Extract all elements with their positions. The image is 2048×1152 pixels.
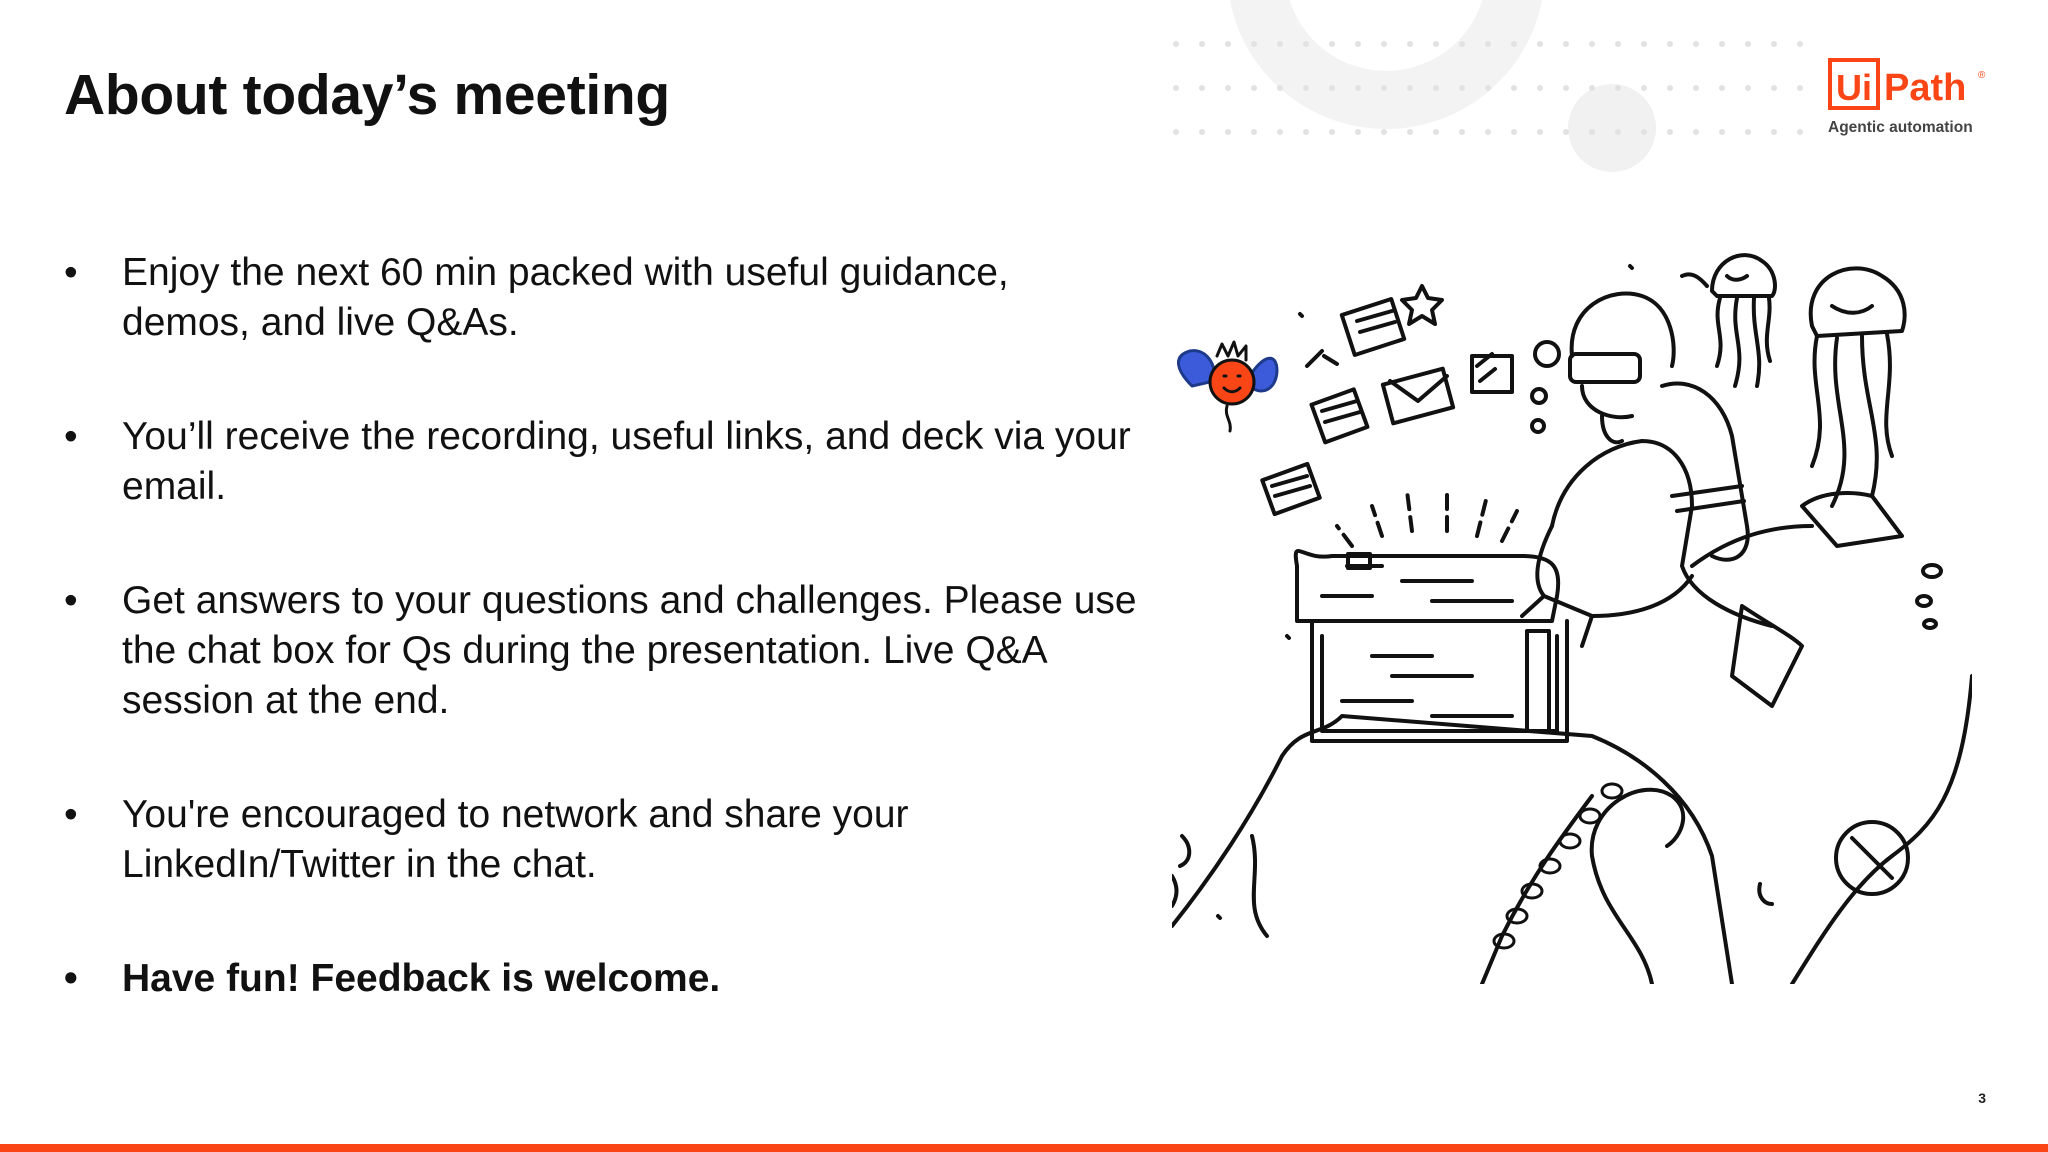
decor-dot: [1225, 41, 1231, 47]
decor-dot: [1589, 41, 1595, 47]
decor-dot: [1511, 41, 1517, 47]
decor-dot: [1797, 129, 1803, 135]
decor-dot: [1225, 129, 1231, 135]
bullet-list: [64, 248, 1144, 1068]
decor-dot: [1771, 41, 1777, 47]
decor-dot: [1173, 129, 1179, 135]
decor-dot: [1511, 85, 1517, 91]
decor-dot: [1459, 129, 1465, 135]
decor-dot: [1537, 41, 1543, 47]
decor-dot: [1615, 129, 1621, 135]
uipath-logo: [1828, 58, 1988, 144]
decor-dot: [1745, 129, 1751, 135]
diver-treasure-chest-illustration: [1172, 236, 1972, 984]
bullet-item: • You're encouraged to network and share your LinkedIn/Twitter in the chat.: [64, 793, 909, 886]
decor-dot: [1407, 129, 1413, 135]
decor-dot: [1355, 85, 1361, 91]
decor-dot: [1459, 85, 1465, 91]
decor-dot: [1771, 85, 1777, 91]
decor-dot: [1199, 41, 1205, 47]
decor-dot: [1719, 129, 1725, 135]
decor-dot: [1641, 41, 1647, 47]
decor-dot: [1511, 129, 1517, 135]
decor-dot: [1329, 85, 1335, 91]
bullet-text: Get answers to your questions and challenges. Please use the chat box for Qs during the presentation. Live Q&A session at the end.: [122, 579, 1137, 722]
decor-dot: [1407, 85, 1413, 91]
decor-dot: [1745, 85, 1751, 91]
decor-dot: [1589, 129, 1595, 135]
decor-dot: [1693, 41, 1699, 47]
bullet-item: • Enjoy the next 60 min packed with useful guidance, demos, and live Q&As.: [64, 251, 1009, 344]
decor-dot: [1251, 41, 1257, 47]
decor-dot: [1173, 41, 1179, 47]
footer-accent-bar: [0, 1144, 2048, 1152]
decor-dot: [1199, 85, 1205, 91]
svg-text:Path: Path: [1884, 67, 1967, 109]
decor-dot: [1641, 129, 1647, 135]
decor-dot: [1667, 85, 1673, 91]
svg-text:®: ®: [1978, 70, 1986, 81]
decor-dot: [1563, 85, 1569, 91]
decor-dot: [1199, 129, 1205, 135]
decor-dot: [1433, 85, 1439, 91]
decor-dot: [1407, 41, 1413, 47]
bullet-item: • Get answers to your questions and challenges. Please use the chat box for Qs during the presentation. Live Q&A session at the end.: [64, 579, 1137, 722]
bullet-text: Enjoy the next 60 min packed with useful guidance, demos, and live Q&As.: [122, 251, 1009, 344]
decor-dot: [1563, 41, 1569, 47]
decor-dot: [1251, 129, 1257, 135]
slide-title: About today’s meeting: [64, 63, 670, 127]
decor-dot: [1459, 41, 1465, 47]
decor-dot: [1641, 85, 1647, 91]
decor-dot: [1381, 85, 1387, 91]
decor-dot: [1693, 129, 1699, 135]
decor-dot: [1225, 85, 1231, 91]
decor-dot: [1537, 129, 1543, 135]
decor-dot: [1251, 85, 1257, 91]
decor-dot: [1433, 41, 1439, 47]
decor-dot: [1355, 41, 1361, 47]
bullet-item: • Have fun! Feedback is welcome.: [64, 957, 721, 1000]
decor-dot: [1615, 41, 1621, 47]
bullet-item: • You’ll receive the recording, useful links, and deck via your email.: [64, 415, 1131, 508]
decor-dot: [1667, 41, 1673, 47]
decor-dot: [1797, 41, 1803, 47]
decor-dot: [1615, 85, 1621, 91]
decor-dot: [1485, 41, 1491, 47]
decor-dot: [1771, 129, 1777, 135]
decor-dot: [1693, 85, 1699, 91]
page-number: 3: [1978, 1090, 1986, 1106]
decor-dot: [1589, 85, 1595, 91]
decor-dot: [1485, 85, 1491, 91]
decor-dot: [1745, 41, 1751, 47]
decor-dot: [1329, 129, 1335, 135]
bullet-text: You’ll receive the recording, useful links, and deck via your email.: [122, 415, 1131, 508]
bullet-text: You're encouraged to network and share your LinkedIn/Twitter in the chat.: [122, 793, 909, 886]
decor-dot: [1381, 129, 1387, 135]
decor-dot: [1433, 129, 1439, 135]
decor-dot: [1277, 85, 1283, 91]
decor-dot: [1277, 41, 1283, 47]
decor-dot: [1173, 85, 1179, 91]
svg-text:Ui: Ui: [1836, 67, 1872, 108]
decor-dot: [1303, 129, 1309, 135]
decor-dot: [1485, 129, 1491, 135]
decor-dot: [1719, 41, 1725, 47]
decor-dot: [1667, 129, 1673, 135]
decor-dot: [1537, 85, 1543, 91]
decor-dot: [1355, 129, 1361, 135]
svg-text:Agentic automation: Agentic automation: [1828, 119, 1973, 136]
decor-dot: [1797, 85, 1803, 91]
decor-dot: [1381, 41, 1387, 47]
bullet-text: Have fun! Feedback is welcome.: [122, 957, 721, 1000]
decor-dot: [1563, 129, 1569, 135]
decor-dot: [1277, 129, 1283, 135]
decor-dot: [1303, 85, 1309, 91]
decor-dot: [1719, 85, 1725, 91]
decor-dot: [1303, 41, 1309, 47]
decor-dot: [1329, 41, 1335, 47]
